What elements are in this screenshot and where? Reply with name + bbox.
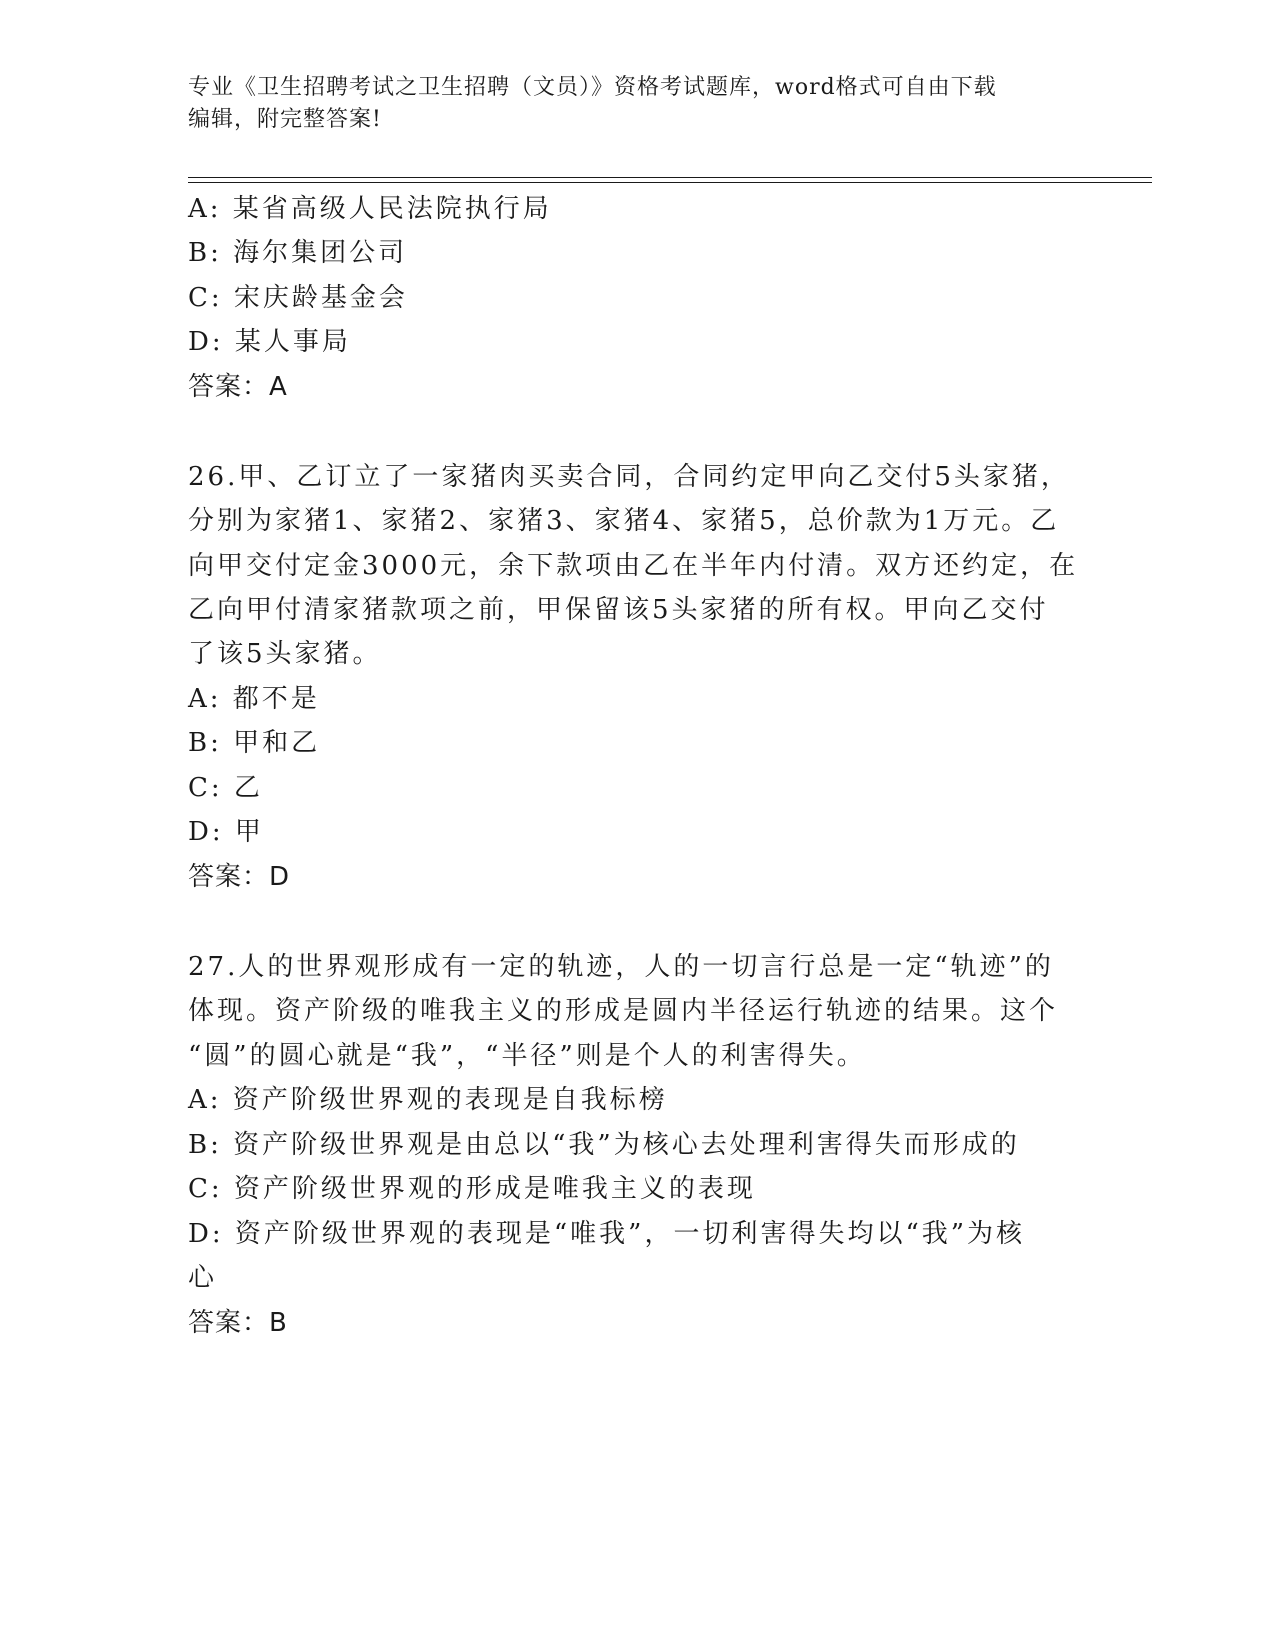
q25-option-d: D: 某人事局 [188,327,351,357]
q26-option-d: D: 甲 [188,817,264,847]
document-header [188,72,1068,136]
header-divider-bottom [188,182,1152,183]
q27-answer: 答案：B [188,1308,288,1338]
q26-stem-line-4: 乙向甲付清家猪款项之前，甲保留该5头家猪的所有权。甲向乙交付 [188,595,1049,625]
q26-stem-line-3: 向甲交付定金3000元，余下款项由乙在半年内付清。双方还约定，在 [188,551,1079,581]
header-line-1: 专业《卫生招聘考试之卫生招聘（文员）》资格考试题库，word格式可自由下载 [188,75,997,100]
q26-option-a: A: 都不是 [188,684,320,714]
q25-option-b: B: 海尔集团公司 [188,238,408,268]
q26-option-b: B: 甲和乙 [188,728,321,758]
q26-stem-line-2: 分别为家猪1、家猪2、家猪3、家猪4、家猪5，总价款为1万元。乙 [188,506,1060,536]
q27-stem-line-3: “圆”的圆心就是“我”，“半径”则是个人的利害得失。 [188,1041,866,1071]
q27-stem-line-1: 27.人的世界观形成有一定的轨迹，人的一切言行总是一定“轨迹”的 [188,952,1054,982]
q27-stem-line-2: 体现。资产阶级的唯我主义的形成是圆内半径运行轨迹的结果。这个 [188,996,1059,1026]
q27-option-c: C: 资产阶级世界观的形成是唯我主义的表现 [188,1174,756,1204]
q26-stem-line-1: 26.甲、乙订立了一家猪肉买卖合同，合同约定甲向乙交付5头家猪， [188,462,1070,492]
q25-option-c: C: 宋庆龄基金会 [188,283,408,313]
header-divider-top [188,177,1152,178]
q26-stem-line-5: 了该5头家猪。 [188,639,382,669]
q27-option-a: A: 资产阶级世界观的表现是自我标榜 [188,1085,668,1115]
q25-answer: 答案：A [188,372,288,402]
q27-option-d-continued: 心 [188,1263,218,1293]
q27-option-b: B: 资产阶级世界观是由总以“我”为核心去处理利害得失而形成的 [188,1130,1020,1160]
q27-option-d: D: 资产阶级世界观的表现是“唯我”，一切利害得失均以“我”为核 [188,1219,1026,1249]
q25-option-a: A: 某省高级人民法院执行局 [188,194,552,224]
q26-answer: 答案：D [188,862,291,892]
header-line-2: 编辑，附完整答案! [188,107,382,132]
q26-option-c: C: 乙 [188,773,263,803]
